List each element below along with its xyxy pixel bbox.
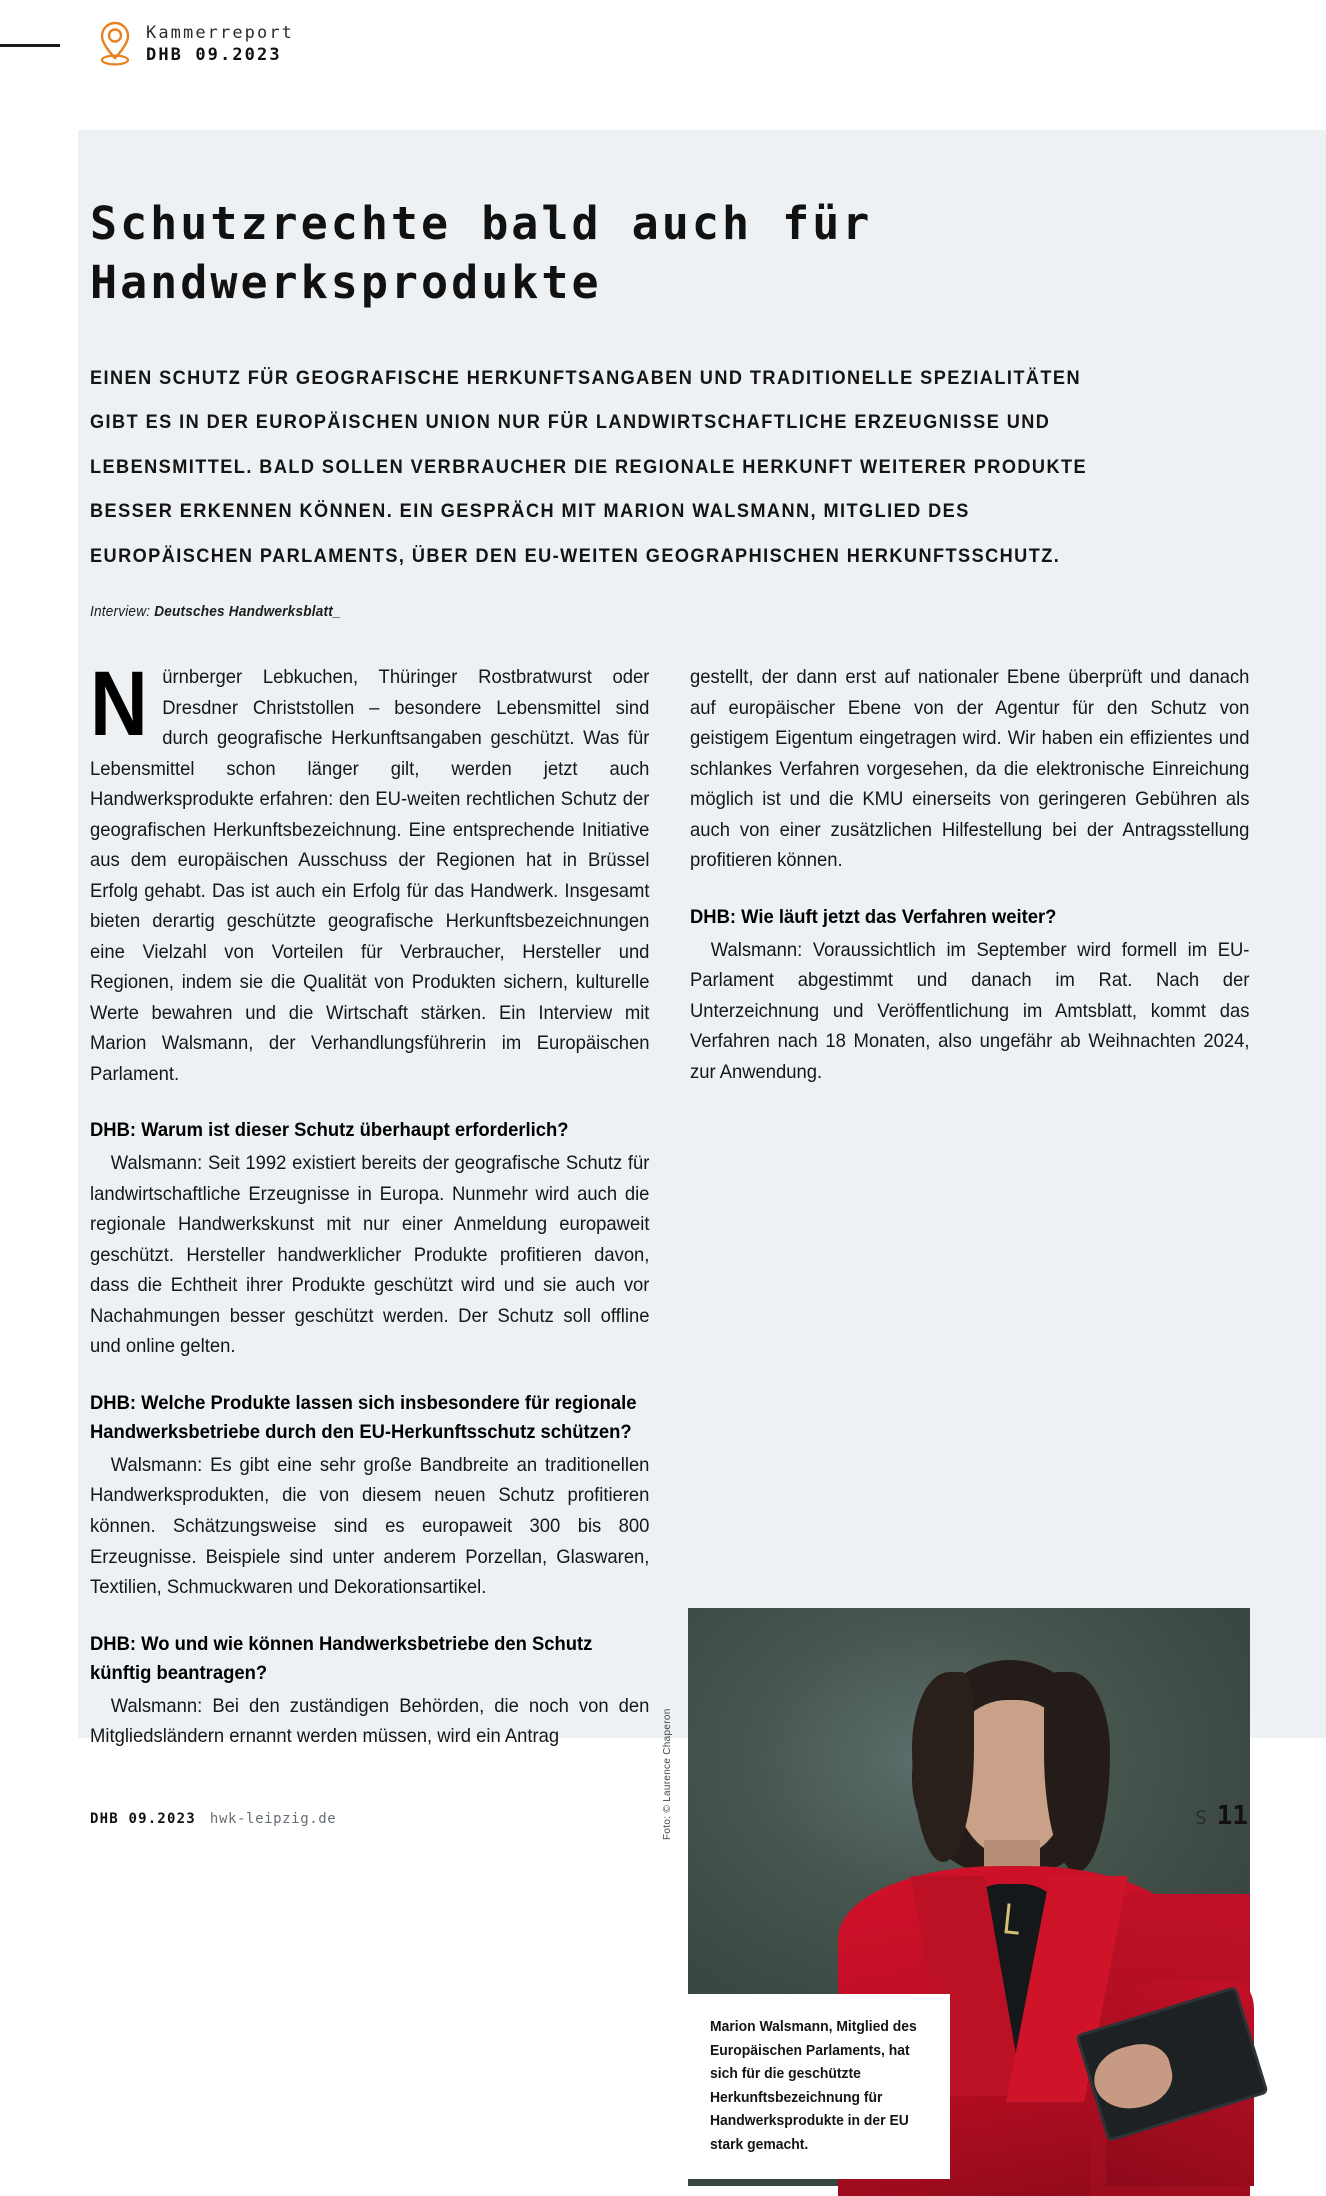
photo-caption: Marion Walsmann, Mitglied des Europäischen Parlaments, hat sich für die geschützte Herkunftsbezeichnung für Handwerksprodukte in der EU stark gemacht. <box>710 2019 917 2153</box>
footer-page-prefix: S <box>1195 1807 1207 1829</box>
credit-source: Deutsches Handwerksblatt_ <box>154 604 341 621</box>
running-header <box>98 20 294 68</box>
footer-issue: DHB 09.2023 <box>90 1811 196 1827</box>
article-photo-block <box>662 1608 1250 2186</box>
question-heading-2: DHB: Welche Produkte lassen sich insbesondere für regionale Handwerksbetriebe durch den EU-Herkunftsschutz schützen? <box>90 1391 637 1444</box>
interview-credit <box>90 604 1180 620</box>
column-right <box>690 662 1250 1087</box>
headline-line-1: Schutzrechte bald auch für <box>90 197 873 250</box>
footer-page-number: 11 <box>1216 1801 1248 1831</box>
footer-right <box>1195 1801 1248 1831</box>
answer-paragraph-2: Walsmann: Es gibt eine sehr große Bandbreite an traditionellen Handwerksprodukten, die von diesem neuen Schutz profitieren können. Schätzungsweise sind es europaweit 300 bis 800 Erzeugnisse. Beispiele sind unter anderem Porzellan, Glaswaren, Textilien, Schmuckwaren und Dekorationsartikel. <box>90 1453 650 1599</box>
continuation-paragraph: gestellt, der dann erst auf nationaler Ebene überprüft und danach auf europäischer Ebene von der Agentur für den Schutz von geistigem Eigentum eingetragen wird. Wir haben ein effizientes und schlankes Verfahren vorgesehen, da die elektronische Einreichung möglich ist und die KMU einerseits von geringeren Gebühren als auch von einer zusätzlichen Hilfestellung bei der Antragsstellung profitieren können. <box>690 666 1250 872</box>
runhead-kicker: Kammerreport <box>146 22 295 43</box>
question-heading-1: DHB: Warum ist dieser Schutz überhaupt erforderlich? <box>90 1119 569 1142</box>
intro-paragraph <box>90 653 650 1089</box>
photo-credit: Foto: © Laurence Chaperon <box>662 1708 673 1841</box>
photo-caption-box <box>688 1994 950 2179</box>
location-pin-icon <box>98 20 132 68</box>
credit-label: Interview: <box>90 604 151 621</box>
answer-paragraph-4: Walsmann: Voraussichtlich im September wird formell im EU-Parlament abgestimmt und danach im Rat. Nach der Unterzeichnung und Veröffentlichung im Amtsblatt, kommt das Verfahren nach 18 Monaten, also ungefähr ab Weihnachten 2024, zur Anwendung. <box>690 938 1250 1083</box>
answer-paragraph-1: Walsmann: Seit 1992 existiert bereits der geografische Schutz für landwirtschaftliche Erzeugnisse in Europa. Nunmehr wird auch die regionale Handwerkskunst mit nur einer Anmeldung europaweit geschützt. Hersteller handwerklicher Produkte profitieren davon, dass die Echtheit ihrer Produkte geschützt wird und sie auch vor Nachahmungen besser geschützt werden. Der Schutz soll offline und online gelten. <box>90 1152 650 1358</box>
footer-left <box>90 1811 336 1827</box>
runhead-issue: DHB 09.2023 <box>146 44 282 65</box>
question-heading-3: DHB: Wo und wie können Handwerksbetriebe den Schutz künftig beantragen? <box>90 1632 593 1685</box>
headline-line-2: Handwerksprodukte <box>90 255 602 309</box>
answer-paragraph-3: Walsmann: Bei den zuständigen Behörden, die noch von den Mitgliedsländern ernannt werden müssen, wird ein Antrag <box>90 1694 650 1748</box>
column-left <box>90 653 650 1752</box>
drop-cap: N <box>90 653 148 756</box>
header-rule <box>0 44 60 47</box>
article-lede: EINEN SCHUTZ FÜR GEOGRAFISCHE HERKUNFTSANGABEN UND TRADITIONELLE SPEZIALITÄTEN GIBT ES IN DER EUROPÄISCHEN UNION NUR FÜR LANDWIRTSCHAFTLICHE ERZEUGNISSE UND LEBENSMITTEL. BALD SOLLEN VERBRAUCHER DIE REGIONALE HERKUNFT WEITERER PRODUKTE BESSER ERKENNEN KÖNNEN. EIN GESPRÄCH MIT MARION WALSMANN, MITGLIED DES EUROPÄISCHEN PARLAMENTS, ÜBER DEN EU-WEITEN GEOGRAPHISCHEN HERKUNFTSSCHUTZ. <box>90 367 1088 567</box>
question-heading-4: DHB: Wie läuft jetzt das Verfahren weiter? <box>690 905 1057 928</box>
intro-text: ürnberger Lebkuchen, Thüringer Rostbratwurst oder Dresdner Christstollen – besondere Lebensmittel sind durch geografische Herkunftsangaben geschützt. Was für Lebensmittel schon länger gilt, werden jetzt auch Handwerksprodukte erfahren: den EU-weiten rechtlichen Schutz der geografischen Herkunftsbezeichnung. Eine entsprechende Initiative aus dem europäischen Ausschuss der Regionen hat in Brüssel Erfolg gehabt. Das ist auch ein Erfolg für das Handwerk. Insgesamt bieten derartig geschützte geografische Herkunftsbezeichnungen eine Vielzahl von Vorteilen für Verbraucher, Hersteller und Regionen, indem sie die Qualität von Produkten sichern, kulturelle Werte bewahren und die Wirtschaft stärken. Ein Interview mit Marion Walsmann, der Verhandlungsführerin im Europäischen Parlament. <box>90 666 650 1085</box>
footer-url[interactable]: hwk-leipzig.de <box>209 1811 337 1827</box>
page-title <box>90 195 1140 312</box>
